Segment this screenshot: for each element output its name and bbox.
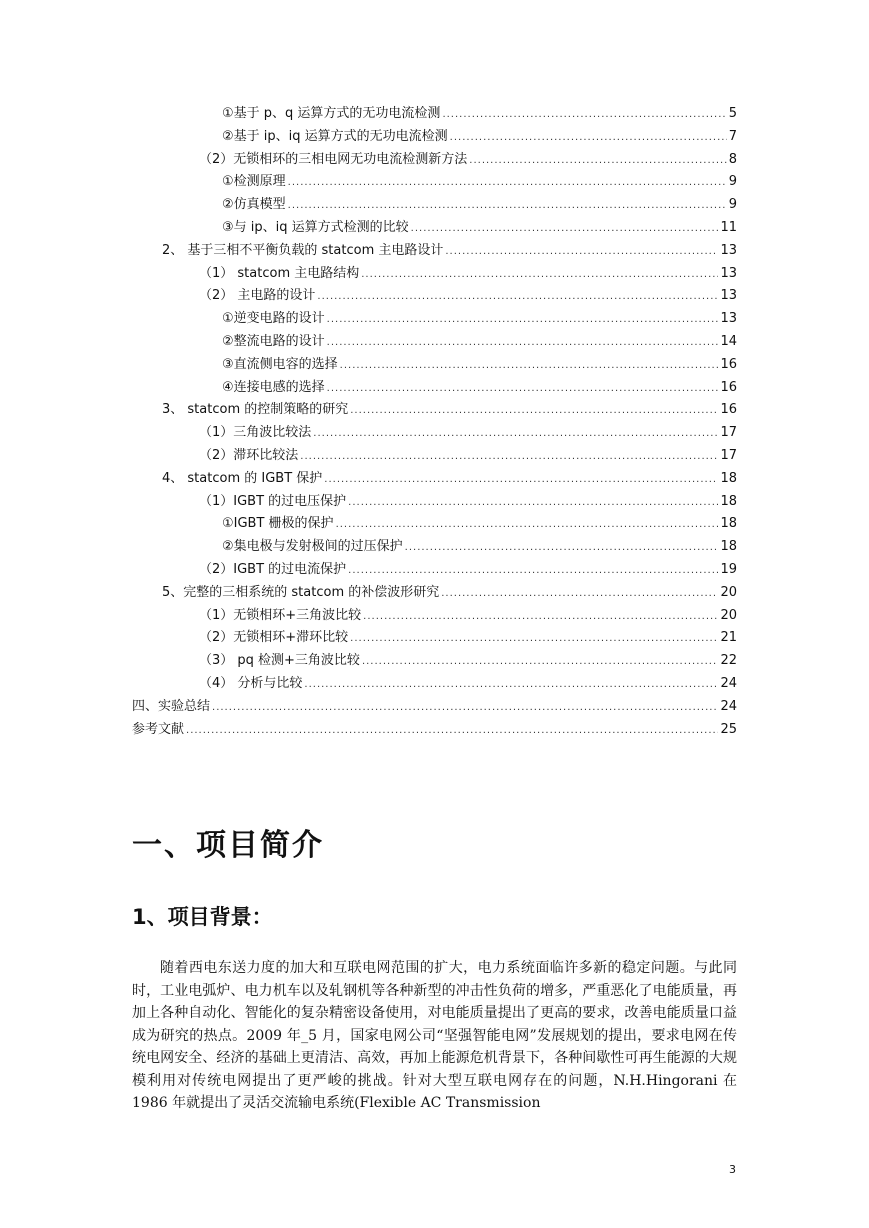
toc-entry[interactable] [199, 606, 737, 626]
toc-entry[interactable] [222, 332, 737, 352]
toc-entry[interactable] [199, 446, 737, 466]
toc-entry-page: 9 [728, 174, 737, 190]
toc-entry[interactable] [199, 264, 737, 284]
toc-leader-dots [350, 629, 718, 649]
toc-leader-dots [363, 607, 718, 627]
toc-leader-dots [327, 379, 719, 399]
toc-leader-dots [212, 698, 718, 718]
toc-leader-dots [348, 561, 718, 581]
toc-entry[interactable] [222, 514, 737, 534]
toc-entry-title: （1）三角波比较法 [199, 425, 312, 441]
toc-entry-page: 11 [720, 220, 737, 235]
toc-entry-page: 17 [720, 425, 737, 441]
toc-entry-title: 2、 基于三相不平衡负载的 statcom 主电路设计 [162, 242, 444, 258]
toc-entry-title: （1） statcom 主电路结构 [199, 265, 360, 281]
toc-entry[interactable] [162, 469, 737, 489]
toc-entry-title: 5、完整的三相系统的 statcom 的补偿波形研究 [162, 584, 440, 600]
toc-entry[interactable] [222, 104, 737, 124]
toc-entry-title: （2）IGBT 的过电流保护 [199, 562, 347, 577]
toc-leader-dots [288, 173, 727, 193]
toc-entry-page: 18 [720, 493, 737, 509]
toc-entry-title: ②集电极与发射极间的过压保护 [222, 539, 403, 555]
toc-entry-page: 24 [720, 676, 737, 691]
toc-entry[interactable] [132, 697, 737, 717]
toc-entry-page: 9 [728, 197, 737, 213]
toc-entry[interactable] [222, 218, 737, 238]
toc-leader-dots [361, 265, 718, 285]
toc-leader-dots [304, 675, 718, 695]
toc-entry-page: 13 [720, 288, 737, 304]
toc-entry-title: 3、 statcom 的控制策略的研究 [162, 402, 349, 418]
toc-entry[interactable] [199, 674, 737, 694]
toc-leader-dots [324, 470, 718, 490]
toc-entry-title: ①检测原理 [222, 174, 286, 190]
toc-entry-page: 18 [720, 539, 737, 555]
chapter-heading: 一、项目简介 [132, 828, 324, 863]
toc-entry-page: 8 [728, 151, 737, 167]
toc-entry-page: 13 [720, 311, 737, 327]
toc-entry-page: 14 [720, 334, 737, 349]
toc-leader-dots [405, 538, 719, 558]
toc-leader-dots [348, 493, 718, 513]
toc-entry[interactable] [222, 309, 737, 329]
toc-entry[interactable] [162, 583, 737, 603]
toc-entry-title: ①基于 p、q 运算方式的无功电流检测 [222, 106, 441, 121]
toc-entry-title: ③与 ip、iq 运算方式检测的比较 [222, 220, 409, 235]
toc-leader-dots [288, 196, 727, 216]
toc-entry-page: 13 [720, 242, 737, 258]
toc-entry-title: ③直流侧电容的选择 [222, 356, 338, 372]
toc-leader-dots [336, 515, 719, 535]
toc-leader-dots [350, 401, 718, 421]
toc-entry[interactable] [199, 286, 737, 306]
toc-leader-dots [450, 128, 727, 148]
toc-leader-dots [442, 105, 726, 125]
toc-entry[interactable] [199, 651, 737, 671]
toc-entry-title: 四、实验总结 [132, 698, 211, 714]
toc-entry[interactable] [199, 628, 737, 648]
toc-entry-title: （2）无锁相环+滞环比较 [199, 630, 349, 646]
toc-leader-dots [340, 356, 719, 376]
toc-entry[interactable] [222, 537, 737, 557]
toc-entry-title: ①IGBT 栅极的保护 [222, 516, 334, 532]
toc-leader-dots [186, 721, 718, 741]
toc-entry-page: 16 [720, 402, 737, 418]
toc-entry-page: 21 [720, 630, 737, 646]
section-heading: 1、项目背景： [132, 905, 273, 929]
toc-leader-dots [469, 151, 726, 171]
body-paragraph: 随着西电东送力度的加大和互联电网范围的扩大，电力系统面临许多新的稳定问题。与此同时，工业电弧炉、电力机车以及轧钢机等各种新型的冲击性负荷的增多，严重恶化了电能质量，再加上各种自动化、智能化的复杂精密设备使用，对电能质量提出了更高的要求，改善电能质量口益成为研究的热点。2009 年_5 月，国家电网公司“坚强智能电网”发展规划的提出，要求电网在传统电网安全、经济的基础上更清洁、高效，再加上能源危机背景下，各种间歇性可再生能源的大规模利用对传统电网提出了更严峻的挑战。针对大型互联电网存在的问题，N.H.Hingorani 在 1986 年就提出了灵活交流输电系统(Flexible AC Transmission [132, 960, 737, 1111]
toc-entry-page: 5 [728, 106, 737, 121]
toc-entry-title: （4） 分析与比较 [199, 676, 303, 691]
toc-entry-title: （1）IGBT 的过电压保护 [199, 493, 347, 509]
toc-entry[interactable] [199, 560, 737, 580]
toc-leader-dots [411, 219, 719, 239]
toc-entry-page: 20 [720, 607, 737, 623]
toc-entry-title: ②整流电路的设计 [222, 334, 325, 349]
toc-entry-title: ①逆变电路的设计 [222, 311, 325, 327]
toc-entry-title: ②仿真模型 [222, 197, 286, 213]
toc-entry-page: 7 [728, 128, 737, 144]
toc-entry-title: ④连接电感的选择 [222, 379, 325, 395]
toc-entry-page: 19 [720, 562, 737, 577]
page-number: 3 [729, 1163, 736, 1176]
toc-entry[interactable] [199, 492, 737, 512]
toc-leader-dots [317, 287, 718, 307]
toc-entry-title: （2）无锁相环的三相电网无功电流检测新方法 [199, 151, 468, 167]
toc-entry[interactable] [222, 195, 737, 215]
toc-entry-page: 20 [720, 584, 737, 600]
toc-entry[interactable] [132, 720, 737, 740]
toc-entry-title: 4、 statcom 的 IGBT 保护 [162, 470, 323, 486]
toc-entry-page: 16 [720, 356, 737, 372]
toc-entry[interactable] [199, 150, 737, 170]
toc-entry-page: 18 [720, 516, 737, 532]
toc-entry[interactable] [222, 172, 737, 192]
toc-entry-page: 25 [720, 721, 737, 737]
toc-entry[interactable] [222, 355, 737, 375]
toc-entry-title: ②基于 ip、iq 运算方式的无功电流检测 [222, 128, 448, 144]
toc-leader-dots [445, 242, 718, 262]
toc-leader-dots [313, 424, 718, 444]
toc-entry-title: （2）滞环比较法 [199, 448, 299, 463]
toc-entry[interactable] [162, 241, 737, 261]
toc-entry-title: （2） 主电路的设计 [199, 288, 316, 304]
toc-entry[interactable] [222, 127, 737, 147]
toc-leader-dots [327, 310, 719, 330]
toc-entry[interactable] [222, 378, 737, 398]
toc-leader-dots [441, 584, 718, 604]
toc-entry-title: （3） pq 检测+三角波比较 [199, 653, 360, 669]
toc-entry-title: 参考文献 [132, 721, 185, 737]
toc-entry-page: 13 [720, 265, 737, 281]
toc-entry-page: 22 [720, 653, 737, 669]
toc-leader-dots [327, 333, 719, 353]
toc-entry-title: （1）无锁相环+三角波比较 [199, 607, 362, 623]
toc-entry-page: 18 [720, 470, 737, 486]
toc-entry-page: 17 [720, 448, 737, 463]
toc-leader-dots [362, 652, 719, 672]
toc-entry-page: 24 [720, 698, 737, 714]
toc-entry[interactable] [162, 400, 737, 420]
toc-entry-page: 16 [720, 379, 737, 395]
toc-leader-dots [300, 447, 718, 467]
toc-entry[interactable] [199, 423, 737, 443]
